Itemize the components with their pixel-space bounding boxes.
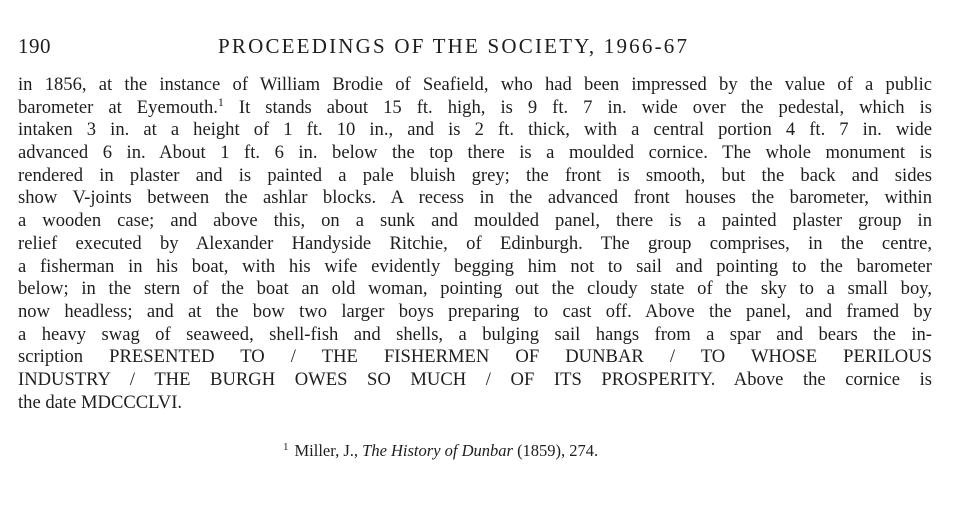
body-line: a fisherman in his boat, with his wife evidently begging him not to sail and pointing to the barometer	[18, 255, 932, 277]
body-line: below; in the stern of the boat an old woman, pointing out the cloudy state of the sky to a small boy,	[18, 278, 932, 300]
body-line: the date MDCCCLVI.	[18, 391, 183, 413]
body-line: INDUSTRY / THE BURGH OWES SO MUCH / OF ITS PROSPERITY. Above the cornice is	[18, 368, 932, 390]
body-line: advanced 6 in. About 1 ft. 6 in. below the top there is a moulded cornice. The whole monument is	[18, 142, 932, 164]
body-line: scription PRESENTED TO / THE FISHERMEN OF DUNBAR / TO WHOSE PERILOUS	[18, 346, 932, 368]
body-line-part: It stands about 15 ft. high, is 9 ft. 7 in. wide over the pedestal, which is	[238, 96, 932, 118]
footnote-mark: 1	[283, 441, 289, 453]
body-line-part: barometer at Eyemouth.	[18, 96, 218, 118]
body-line: in 1856, at the instance of William Brodie of Seafield, who had been impressed by the value of a public	[18, 74, 932, 95]
body-line: a heavy swag of seaweed, shell-fish and shells, a bulging sail hangs from a spar and bears the in-	[18, 323, 932, 345]
header-title: PROCEEDINGS OF THE SOCIETY, 1966-67	[218, 34, 690, 58]
footnote	[283, 441, 598, 461]
page-number: 190	[18, 34, 51, 58]
body-line: a wooden case; and above this, on a sunk and moulded panel, there is a painted plaster group in	[18, 210, 932, 232]
body-line: relief executed by Alexander Handyside Ritchie, of Edinburgh. The group comprises, in the centre,	[18, 232, 932, 254]
body-paragraph	[18, 74, 932, 414]
body-line	[18, 94, 932, 120]
body-line: rendered in plaster and is painted a pale bluish grey; the front is smooth, but the back and sides	[18, 164, 932, 186]
running-head	[18, 34, 938, 60]
footnote-details: (1859), 274.	[517, 441, 599, 460]
body-line: show V-joints between the ashlar blocks. A recess in the advanced front houses the barometer, within	[18, 187, 932, 209]
body-line: intaken 3 in. at a height of 1 ft. 10 in., and is 2 ft. thick, with a central portion 4 ft. 7 in. wide	[18, 119, 932, 141]
footnote-author: Miller, J.,	[294, 441, 359, 460]
footnote-reference: 1	[217, 94, 224, 109]
body-line: now headless; and at the bow two larger boys preparing to cast off. Above the panel, and framed by	[18, 300, 932, 322]
footnote-book-title: The History of Dunbar	[362, 441, 513, 460]
